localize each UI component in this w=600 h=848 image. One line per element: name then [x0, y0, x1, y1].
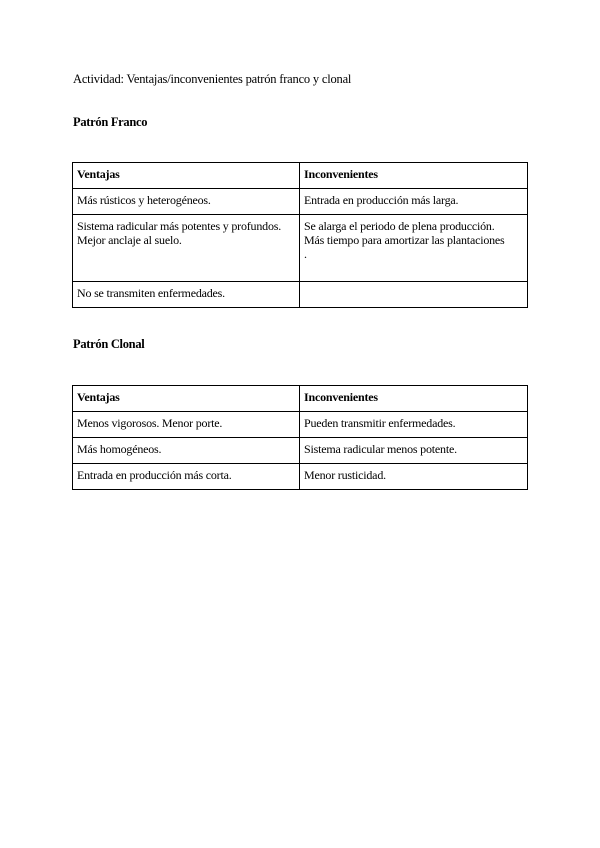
- cell-line: Pueden transmitir enfermedades.: [304, 416, 456, 430]
- header-ventajas: Ventajas: [73, 163, 300, 189]
- table-row: [73, 464, 528, 490]
- header-inconvenientes: Inconvenientes: [300, 386, 528, 412]
- cell-line: Más homogéneos.: [77, 442, 162, 456]
- table-franco: [72, 162, 528, 308]
- cell-ventaja: [73, 282, 300, 308]
- header-ventajas: Ventajas: [73, 386, 300, 412]
- cell-inconveniente: [300, 189, 528, 215]
- cell-line: No se transmiten enfermedades.: [77, 286, 225, 300]
- cell-line: Menos vigorosos. Menor porte.: [77, 416, 223, 430]
- section-heading-franco: Patrón Franco: [73, 115, 148, 129]
- cell-line: .: [304, 247, 307, 261]
- table-row: [73, 189, 528, 215]
- cell-line: Menor rusticidad.: [304, 468, 386, 482]
- cell-line: Más tiempo para amortizar las plantaciones: [304, 233, 505, 247]
- cell-ventaja: [73, 215, 300, 282]
- header-inconvenientes: Inconvenientes: [300, 163, 528, 189]
- table-row: [73, 438, 528, 464]
- cell-line: Mejor anclaje al suelo.: [77, 233, 182, 247]
- table-clonal: [72, 385, 528, 490]
- document-title: Actividad: Ventajas/inconvenientes patrón franco y clonal: [73, 72, 352, 86]
- cell-inconveniente: [300, 464, 528, 490]
- cell-line: Sistema radicular menos potente.: [304, 442, 457, 456]
- cell-inconveniente: [300, 282, 528, 308]
- cell-line: Entrada en producción más larga.: [304, 193, 459, 207]
- cell-line: Más rústicos y heterogéneos.: [77, 193, 211, 207]
- table-row: [73, 282, 528, 308]
- cell-line: Entrada en producción más corta.: [77, 468, 232, 482]
- cell-inconveniente: [300, 438, 528, 464]
- section-heading-clonal: Patrón Clonal: [73, 337, 145, 351]
- cell-inconveniente: [300, 412, 528, 438]
- cell-line: Se alarga el periodo de plena producción.: [304, 219, 495, 233]
- cell-line: Sistema radicular más potentes y profundos.: [77, 219, 282, 233]
- table-row: [73, 412, 528, 438]
- table-header-row: [73, 163, 528, 189]
- cell-ventaja: [73, 412, 300, 438]
- cell-ventaja: [73, 464, 300, 490]
- cell-ventaja: [73, 438, 300, 464]
- cell-inconveniente: [300, 215, 528, 282]
- table-row: [73, 215, 528, 282]
- table-header-row: [73, 386, 528, 412]
- cell-ventaja: [73, 189, 300, 215]
